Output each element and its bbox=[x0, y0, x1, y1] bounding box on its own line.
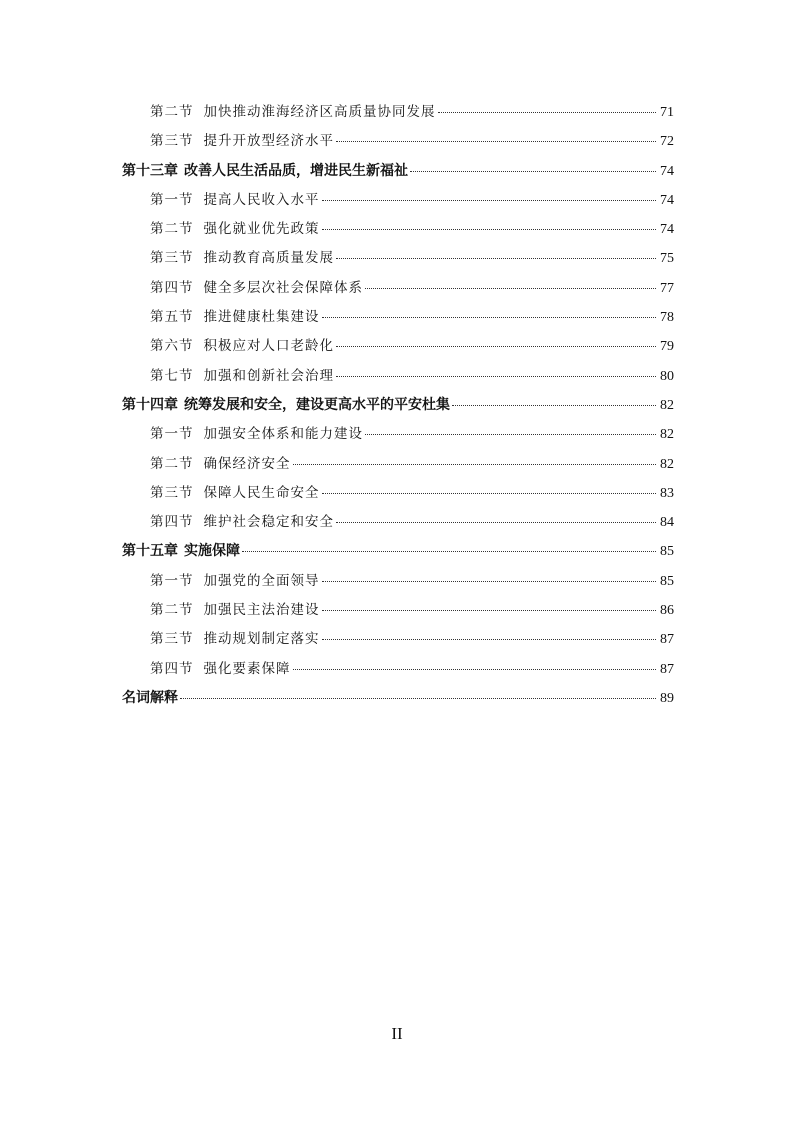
toc-entry-label bbox=[150, 362, 334, 391]
toc-section-entry[interactable] bbox=[122, 479, 674, 508]
dot-leader bbox=[438, 112, 657, 113]
dot-leader bbox=[336, 141, 656, 142]
toc-chapter-entry[interactable] bbox=[122, 157, 674, 186]
toc-entry-label bbox=[122, 157, 408, 186]
dot-leader bbox=[180, 698, 656, 699]
toc-entry-number: 第五节 bbox=[150, 309, 194, 326]
toc-entry-number: 第二节 bbox=[150, 104, 194, 120]
dot-leader bbox=[293, 669, 657, 670]
dot-leader bbox=[336, 346, 656, 347]
dot-leader bbox=[293, 464, 657, 465]
dot-leader bbox=[336, 522, 656, 523]
toc-entry-page: 74 bbox=[660, 192, 674, 208]
toc-entry-title: 推动规划制定落实 bbox=[203, 631, 320, 648]
toc-entry-page: 83 bbox=[660, 485, 674, 501]
toc-entry-page: 74 bbox=[660, 222, 674, 238]
toc-section-entry[interactable] bbox=[122, 186, 674, 215]
toc-entry-label bbox=[150, 596, 320, 625]
toc-chapter-entry[interactable] bbox=[122, 391, 674, 420]
toc-entry-page: 84 bbox=[660, 515, 674, 531]
toc-entry-title: 推动教育高质量发展 bbox=[203, 250, 334, 267]
toc-entry-number: 第一节 bbox=[150, 426, 194, 443]
toc-entry-page: 77 bbox=[660, 280, 674, 296]
toc-entry-label bbox=[150, 508, 334, 537]
dot-leader bbox=[322, 639, 657, 640]
toc-section-entry[interactable] bbox=[122, 244, 674, 273]
toc-entry-title: 强化要素保障 bbox=[203, 660, 291, 677]
toc-entry-number: 第三节 bbox=[150, 484, 194, 501]
toc-entry-label bbox=[150, 420, 363, 449]
toc-entry-label bbox=[150, 127, 334, 156]
dot-leader bbox=[410, 171, 656, 172]
toc-entry-title: 推进健康杜集建设 bbox=[203, 309, 320, 326]
toc-entry-label bbox=[150, 567, 320, 596]
toc-entry-page: 74 bbox=[660, 163, 674, 179]
dot-leader bbox=[365, 434, 656, 435]
toc-section-entry[interactable] bbox=[122, 450, 674, 479]
toc-list bbox=[122, 98, 674, 713]
toc-entry-page: 86 bbox=[660, 603, 674, 619]
toc-section-entry[interactable] bbox=[122, 655, 674, 684]
toc-entry-title: 统筹发展和安全，建设更高水平的平安杜集 bbox=[184, 396, 450, 413]
toc-entry-label bbox=[150, 274, 363, 303]
toc-entry-label bbox=[122, 391, 450, 420]
toc-section-entry[interactable] bbox=[122, 596, 674, 625]
toc-entry-page: 71 bbox=[660, 105, 674, 120]
toc-entry-title: 加快推动淮海经济区高质量协同发展 bbox=[203, 104, 436, 120]
toc-section-entry[interactable] bbox=[122, 98, 674, 127]
toc-entry-number: 第三节 bbox=[150, 250, 194, 267]
toc-entry-label bbox=[150, 98, 436, 127]
toc-chapter-entry[interactable] bbox=[122, 537, 674, 566]
toc-entry-title: 强化就业优先政策 bbox=[203, 221, 320, 238]
table-of-contents bbox=[122, 98, 674, 713]
toc-entry-title: 加强安全体系和能力建设 bbox=[203, 426, 363, 443]
toc-entry-number: 第二节 bbox=[150, 602, 194, 619]
dot-leader bbox=[452, 405, 656, 406]
toc-section-entry[interactable] bbox=[122, 362, 674, 391]
toc-entry-label bbox=[150, 655, 291, 684]
toc-entry-page: 79 bbox=[660, 339, 674, 355]
dot-leader bbox=[242, 551, 656, 552]
toc-section-entry[interactable] bbox=[122, 420, 674, 449]
dot-leader bbox=[336, 258, 656, 259]
toc-entry-title: 加强和创新社会治理 bbox=[203, 367, 334, 384]
toc-entry-number: 第十五章 bbox=[122, 543, 178, 560]
toc-entry-label bbox=[150, 303, 320, 332]
toc-entry-number: 第四节 bbox=[150, 660, 194, 677]
toc-entry-title: 改善人民生活品质，增进民生新福祉 bbox=[184, 162, 408, 179]
dot-leader bbox=[322, 493, 657, 494]
toc-entry-number: 第一节 bbox=[150, 572, 194, 589]
toc-entry-page: 82 bbox=[660, 397, 674, 413]
toc-entry-label bbox=[150, 186, 320, 215]
toc-section-entry[interactable] bbox=[122, 303, 674, 332]
toc-entry-title: 健全多层次社会保障体系 bbox=[203, 279, 363, 296]
toc-chapter-entry[interactable] bbox=[122, 684, 674, 713]
toc-entry-page: 85 bbox=[660, 573, 674, 589]
toc-entry-label bbox=[122, 537, 240, 566]
toc-entry-number: 第七节 bbox=[150, 367, 194, 384]
toc-entry-title: 提升开放型经济水平 bbox=[203, 133, 334, 150]
toc-entry-label bbox=[150, 215, 320, 244]
dot-leader bbox=[322, 229, 657, 230]
toc-entry-page: 75 bbox=[660, 251, 674, 267]
toc-entry-title: 加强党的全面领导 bbox=[203, 572, 320, 589]
toc-section-entry[interactable] bbox=[122, 508, 674, 537]
toc-entry-page: 85 bbox=[660, 544, 674, 560]
toc-entry-number: 第三节 bbox=[150, 631, 194, 648]
toc-entry-page: 87 bbox=[660, 632, 674, 648]
toc-entry-page: 82 bbox=[660, 427, 674, 443]
toc-entry-title: 维护社会稳定和安全 bbox=[203, 514, 334, 531]
toc-entry-number: 第二节 bbox=[150, 221, 194, 238]
toc-entry-title: 实施保障 bbox=[184, 543, 240, 560]
toc-entry-label bbox=[122, 684, 178, 713]
toc-entry-number: 第四节 bbox=[150, 279, 194, 296]
toc-entry-label bbox=[150, 332, 334, 361]
toc-entry-page: 72 bbox=[660, 134, 674, 150]
toc-entry-number: 第三节 bbox=[150, 133, 194, 150]
toc-entry-number: 第六节 bbox=[150, 338, 194, 355]
toc-section-entry[interactable] bbox=[122, 625, 674, 654]
toc-entry-number: 第四节 bbox=[150, 514, 194, 531]
toc-entry-number: 第十三章 bbox=[122, 162, 178, 179]
toc-entry-title: 加强民主法治建设 bbox=[203, 602, 320, 619]
toc-entry-title: 积极应对人口老龄化 bbox=[203, 338, 334, 355]
toc-entry-label bbox=[150, 479, 320, 508]
toc-entry-page: 89 bbox=[660, 690, 674, 706]
toc-entry-number: 第二节 bbox=[150, 455, 194, 472]
toc-section-entry[interactable] bbox=[122, 215, 674, 244]
toc-entry-label bbox=[150, 450, 291, 479]
dot-leader bbox=[336, 376, 656, 377]
toc-entry-label bbox=[150, 625, 320, 654]
toc-section-entry[interactable] bbox=[122, 332, 674, 361]
dot-leader bbox=[322, 581, 657, 582]
toc-entry-number: 第一节 bbox=[150, 191, 194, 208]
toc-entry-page: 87 bbox=[660, 661, 674, 677]
toc-section-entry[interactable] bbox=[122, 127, 674, 156]
toc-entry-label bbox=[150, 244, 334, 273]
toc-entry-page: 78 bbox=[660, 310, 674, 326]
toc-entry-title: 保障人民生命安全 bbox=[203, 484, 320, 501]
toc-entry-page: 80 bbox=[660, 368, 674, 384]
toc-entry-title: 名词解释 bbox=[122, 689, 178, 706]
toc-section-entry[interactable] bbox=[122, 274, 674, 303]
toc-entry-page: 82 bbox=[660, 456, 674, 472]
dot-leader bbox=[322, 200, 657, 201]
dot-leader bbox=[322, 317, 657, 318]
dot-leader bbox=[322, 610, 657, 611]
toc-section-entry[interactable] bbox=[122, 567, 674, 596]
toc-entry-title: 提高人民收入水平 bbox=[203, 191, 320, 208]
toc-entry-title: 确保经济安全 bbox=[203, 455, 291, 472]
dot-leader bbox=[365, 288, 656, 289]
page-number: II bbox=[391, 1024, 403, 1043]
toc-entry-number: 第十四章 bbox=[122, 396, 178, 413]
